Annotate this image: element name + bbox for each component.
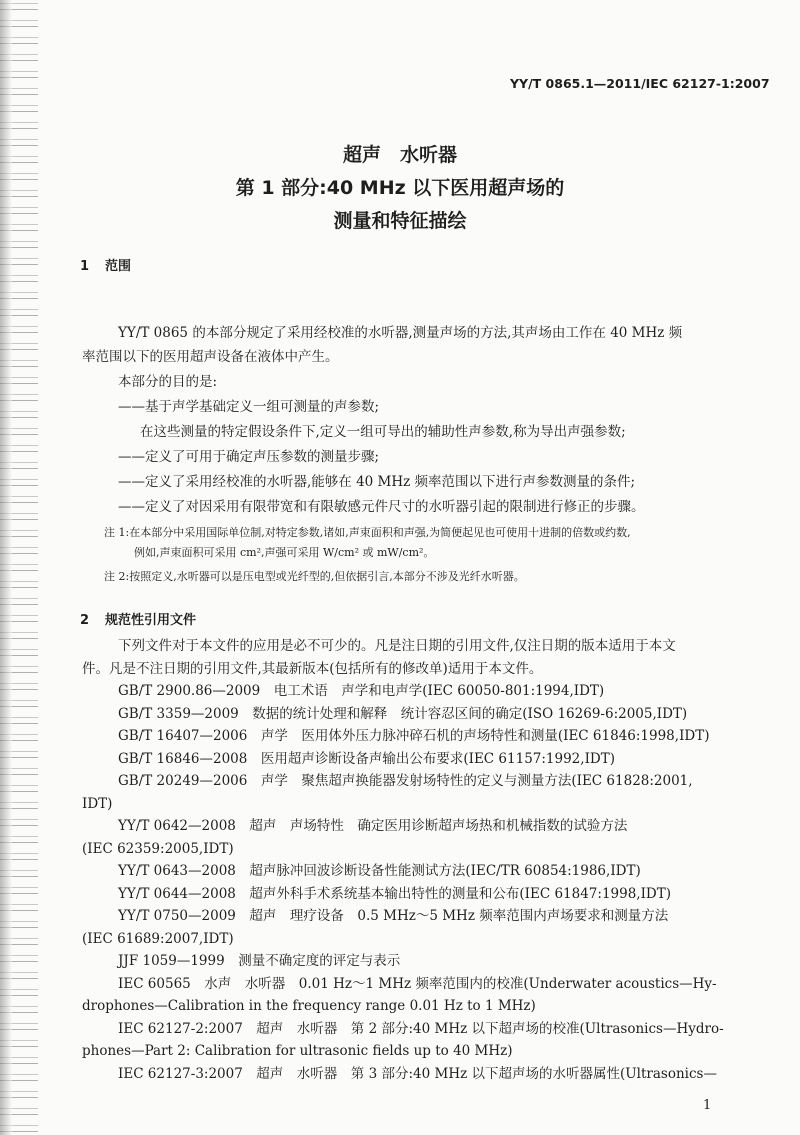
- normative-reference-line: (IEC 61689:2007,IDT): [82, 930, 234, 947]
- normative-reference-line: JJF 1059—1999 测量不确定度的评定与表示: [118, 953, 401, 969]
- section-title: 范围: [105, 259, 132, 274]
- scope-text-line: YY/T 0865 的本部分规定了采用经校准的水听器,测量声场的方法,其声场由工作在 40 MHz 频: [118, 325, 683, 341]
- title-line-1: 超声 水听器: [342, 144, 457, 166]
- scope-note-line: 注 2:按照定义,水听器可以是压电型或光纤型的,但依据引言,本部分不涉及光纤水听器。: [104, 570, 525, 583]
- scope-text-line: ——定义了可用于确定声压参数的测量步骤;: [118, 449, 380, 465]
- title-line-2: 第 1 部分:40 MHz 以下医用超声场的: [235, 177, 565, 199]
- normative-reference-line: YY/T 0750—2009 超声 理疗设备 0.5 MHz～5 MHz 频率范围内声场要求和测量方法: [118, 908, 669, 924]
- normative-reference-line: YY/T 0642—2008 超声 声场特性 确定医用诊断超声场热和机械指数的试验方法: [118, 818, 628, 834]
- scope-text-line: 率范围以下的医用超声设备在液体中产生。: [82, 349, 339, 365]
- title-line-3: 测量和特征描绘: [333, 210, 467, 232]
- scope-text-line: ——定义了对因采用有限带宽和有限敏感元件尺寸的水听器引起的限制进行修正的步骤。: [118, 499, 645, 515]
- normative-reference-line: GB/T 3359—2009 数据的统计处理和解释 统计容忍区间的确定(ISO 16269-6:2005,IDT): [118, 705, 688, 722]
- scope-note-line: 注 1:在本部分中采用国际单位制,对特定参数,诸如,声束面积和声强,为简便起见也可使用十进制的倍数或约数,: [104, 526, 631, 539]
- normative-reference-line: drophones—Calibration in the frequency range 0.01 Hz to 1 MHz): [82, 998, 536, 1014]
- section-number: 2: [80, 613, 90, 628]
- normative-reference-line: IDT): [82, 795, 113, 812]
- normative-reference-line: IEC 60565 水声 水听器 0.01 Hz～1 MHz 频率范围内的校准(Underwater acoustics—Hy-: [118, 975, 717, 992]
- scope-text-line: ——基于声学基础定义一组可测量的声参数;: [118, 399, 380, 415]
- section-number: 1: [80, 259, 90, 274]
- normative-reference-line: phones—Part 2: Calibration for ultrasonic fields up to 40 MHz): [82, 1043, 513, 1059]
- normative-reference-line: YY/T 0644—2008 超声外科手术系统基本输出特性的测量和公布(IEC 61847:1998,IDT): [118, 885, 672, 902]
- page-number: 1: [703, 1098, 712, 1113]
- normative-reference-line: YY/T 0643—2008 超声脉冲回波诊断设备性能测试方法(IEC/TR 60854:1986,IDT): [118, 863, 641, 879]
- normative-reference-line: 件。凡是不注日期的引用文件,其最新版本(包括所有的修改单)适用于本文件。: [82, 660, 543, 677]
- normative-reference-line: 下列文件对于本文件的应用是必不可少的。凡是注日期的引用文件,仅注日期的版本适用于本文: [118, 638, 676, 654]
- normative-reference-line: GB/T 16407—2006 声学 医用体外压力脉冲碎石机的声场特性和测量(IEC 61846:1998,IDT): [118, 728, 710, 744]
- section-2-heading: [80, 612, 212, 630]
- normative-reference-line: (IEC 62359:2005,IDT): [82, 840, 234, 857]
- scope-text-line: ——定义了采用经校准的水听器,能够在 40 MHz 频率范围以下进行声参数测量的条件;: [118, 474, 636, 490]
- section-title: 规范性引用文件: [105, 613, 197, 628]
- section-1-heading: [80, 258, 147, 276]
- normative-reference-line: GB/T 2900.86—2009 电工术语 声学和电声学(IEC 60050-801:1994,IDT): [118, 683, 605, 699]
- scope-text-line: 本部分的目的是:: [118, 374, 218, 390]
- scope-note-line: 例如,声束面积可采用 cm²,声强可采用 W/cm² 或 mW/cm²。: [134, 546, 435, 559]
- normative-reference-line: GB/T 20249—2006 声学 聚焦超声换能器发射场特性的定义与测量方法(IEC 61828:2001,: [118, 773, 693, 789]
- normative-reference-line: IEC 62127-2:2007 超声 水听器 第 2 部分:40 MHz 以下超声场的校准(Ultrasonics—Hydro-: [118, 1020, 724, 1037]
- standard-number: YY/T 0865.1—2011/IEC 62127-1:2007: [510, 76, 770, 91]
- normative-reference-line: IEC 62127-3:2007 超声 水听器 第 3 部分:40 MHz 以下超声场的水听器属性(Ultrasonics—: [118, 1065, 717, 1082]
- normative-reference-line: GB/T 16846—2008 医用超声诊断设备声输出公布要求(IEC 61157:1992,IDT): [118, 750, 615, 767]
- scope-text-line: 在这些测量的特定假设条件下,定义一组可导出的辅助性声参数,称为导出声强参数;: [140, 424, 626, 440]
- scan-edge-shadow: [0, 0, 12, 1135]
